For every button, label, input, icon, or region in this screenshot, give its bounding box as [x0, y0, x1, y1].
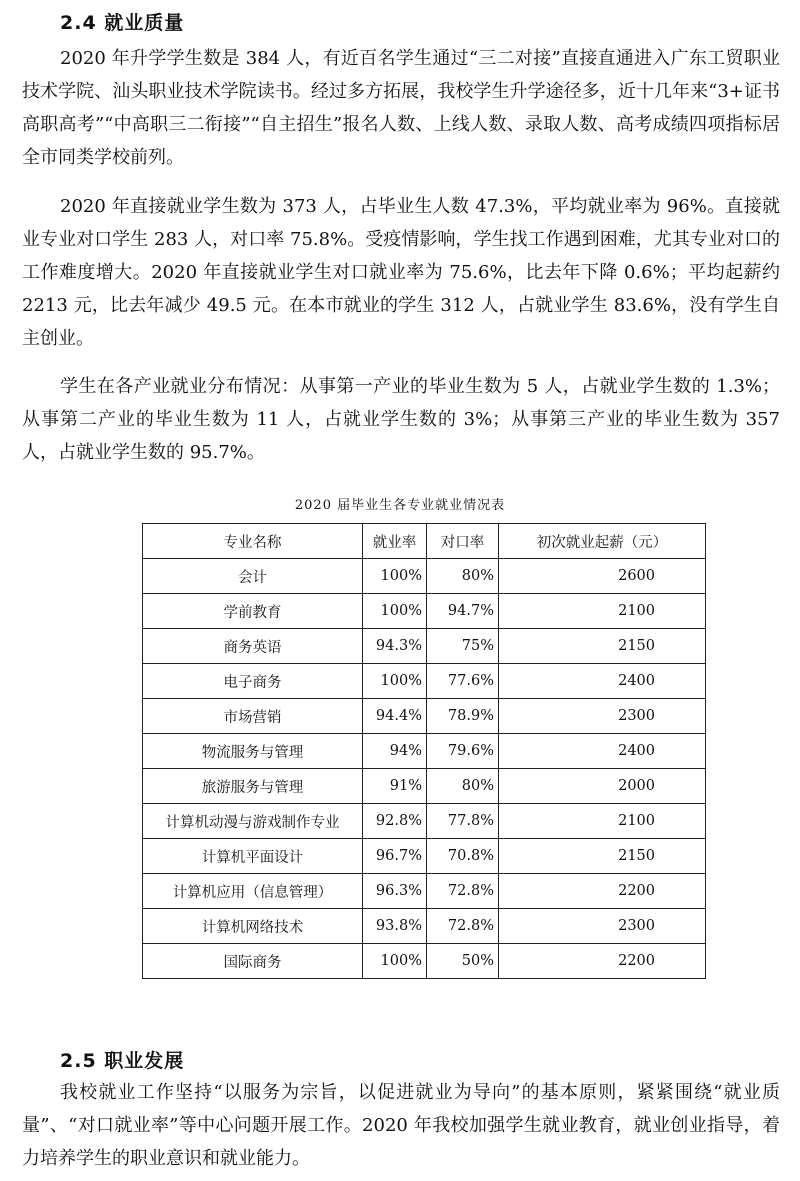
cell-match-rate: 80% [427, 769, 499, 804]
cell-major: 计算机应用（信息管理） [143, 874, 363, 909]
header-match-rate: 对口率 [427, 524, 499, 559]
cell-major: 市场营销 [143, 699, 363, 734]
cell-major: 计算机网络技术 [143, 909, 363, 944]
cell-major: 国际商务 [143, 944, 363, 979]
cell-starting-salary: 2150 [499, 839, 706, 874]
cell-starting-salary: 2400 [499, 664, 706, 699]
cell-match-rate: 94.7% [427, 594, 499, 629]
cell-employment-rate: 100% [363, 594, 427, 629]
cell-employment-rate: 96.7% [363, 839, 427, 874]
cell-employment-rate: 100% [363, 559, 427, 594]
cell-starting-salary: 2200 [499, 874, 706, 909]
table-row [143, 559, 706, 594]
section-heading-employment-quality: 2.4 就业质量 [60, 12, 185, 34]
cell-match-rate: 70.8% [427, 839, 499, 874]
paragraph-career-guidance: 我校就业工作坚持“以服务为宗旨，以促进就业为导向”的基本原则，紧紧围绕“就业质量”、“对口就业率”等中心问题开展工作。2020 年我校加强学生就业教育，就业创业指导，着力培养学生的职业意识和就业能力。 [22, 1082, 780, 1169]
table-header-row [143, 524, 706, 559]
section-heading-career-development: 2.5 职业发展 [60, 1050, 185, 1072]
paragraph-further-study: 2020 年升学学生数是 384 人，有近百名学生通过“三二对接”直接直通进入广东工贸职业技术学院、汕头职业技术学院读书。经过多方拓展，我校学生升学途径多，近十几年来“3+证书高职高考”“中高职三二衔接”“自主招生”报名人数、上线人数、录取人数、高考成绩四项指标居全市同类学校前列。 [22, 48, 780, 168]
cell-match-rate: 78.9% [427, 699, 499, 734]
table-row [143, 699, 706, 734]
cell-major: 商务英语 [143, 629, 363, 664]
cell-major: 计算机动漫与游戏制作专业 [143, 804, 363, 839]
cell-employment-rate: 94.3% [363, 629, 427, 664]
cell-employment-rate: 93.8% [363, 909, 427, 944]
table-row [143, 839, 706, 874]
cell-major: 会计 [143, 559, 363, 594]
cell-employment-rate: 96.3% [363, 874, 427, 909]
header-employment-rate: 就业率 [363, 524, 427, 559]
cell-match-rate: 77.8% [427, 804, 499, 839]
table-caption: 2020 届毕业生各专业就业情况表 [294, 498, 506, 513]
cell-major: 学前教育 [143, 594, 363, 629]
cell-starting-salary: 2600 [499, 559, 706, 594]
cell-employment-rate: 94.4% [363, 699, 427, 734]
cell-major: 电子商务 [143, 664, 363, 699]
table-row [143, 944, 706, 979]
table-row [143, 629, 706, 664]
cell-match-rate: 80% [427, 559, 499, 594]
table-row [143, 664, 706, 699]
cell-major: 物流服务与管理 [143, 734, 363, 769]
paragraph-direct-employment: 2020 年直接就业学生数为 373 人，占毕业生人数 47.3%，平均就业率为 96%。直接就业专业对口学生 283 人，对口率 75.8%。受疫情影响，学生找工作遇到困难，尤其专业对口的工作难度增大。2020 年直接就业学生对口就业率为 75.6%，比去年下降 0.6%；平均起薪约 2213 元，比去年减少 49.5 元。在本市就业的学生 312 人，占就业学生 83.6%，没有学生自主创业。 [22, 196, 780, 349]
table-row [143, 769, 706, 804]
table-row [143, 734, 706, 769]
cell-match-rate: 79.6% [427, 734, 499, 769]
cell-employment-rate: 94% [363, 734, 427, 769]
cell-starting-salary: 2300 [499, 699, 706, 734]
cell-starting-salary: 2100 [499, 594, 706, 629]
cell-match-rate: 72.8% [427, 909, 499, 944]
cell-match-rate: 50% [427, 944, 499, 979]
header-major: 专业名称 [143, 524, 363, 559]
cell-match-rate: 72.8% [427, 874, 499, 909]
cell-employment-rate: 100% [363, 664, 427, 699]
header-starting-salary: 初次就业起薪（元） [499, 524, 706, 559]
cell-employment-rate: 100% [363, 944, 427, 979]
cell-starting-salary: 2200 [499, 944, 706, 979]
paragraph-industry-distribution: 学生在各产业就业分布情况：从事第一产业的毕业生数为 5 人，占就业学生数的 1.3%；从事第二产业的毕业生数为 11 人，占就业学生数的 3%；从事第三产业的毕业生数为 357 人，占就业学生数的 95.7%。 [22, 376, 780, 463]
cell-major: 旅游服务与管理 [143, 769, 363, 804]
cell-starting-salary: 2000 [499, 769, 706, 804]
cell-starting-salary: 2400 [499, 734, 706, 769]
cell-match-rate: 77.6% [427, 664, 499, 699]
cell-match-rate: 75% [427, 629, 499, 664]
cell-starting-salary: 2300 [499, 909, 706, 944]
table-row [143, 804, 706, 839]
cell-employment-rate: 92.8% [363, 804, 427, 839]
cell-employment-rate: 91% [363, 769, 427, 804]
cell-starting-salary: 2150 [499, 629, 706, 664]
table-row [143, 909, 706, 944]
table-row [143, 594, 706, 629]
table-row [143, 874, 706, 909]
cell-starting-salary: 2100 [499, 804, 706, 839]
cell-major: 计算机平面设计 [143, 839, 363, 874]
employment-table [142, 523, 706, 979]
